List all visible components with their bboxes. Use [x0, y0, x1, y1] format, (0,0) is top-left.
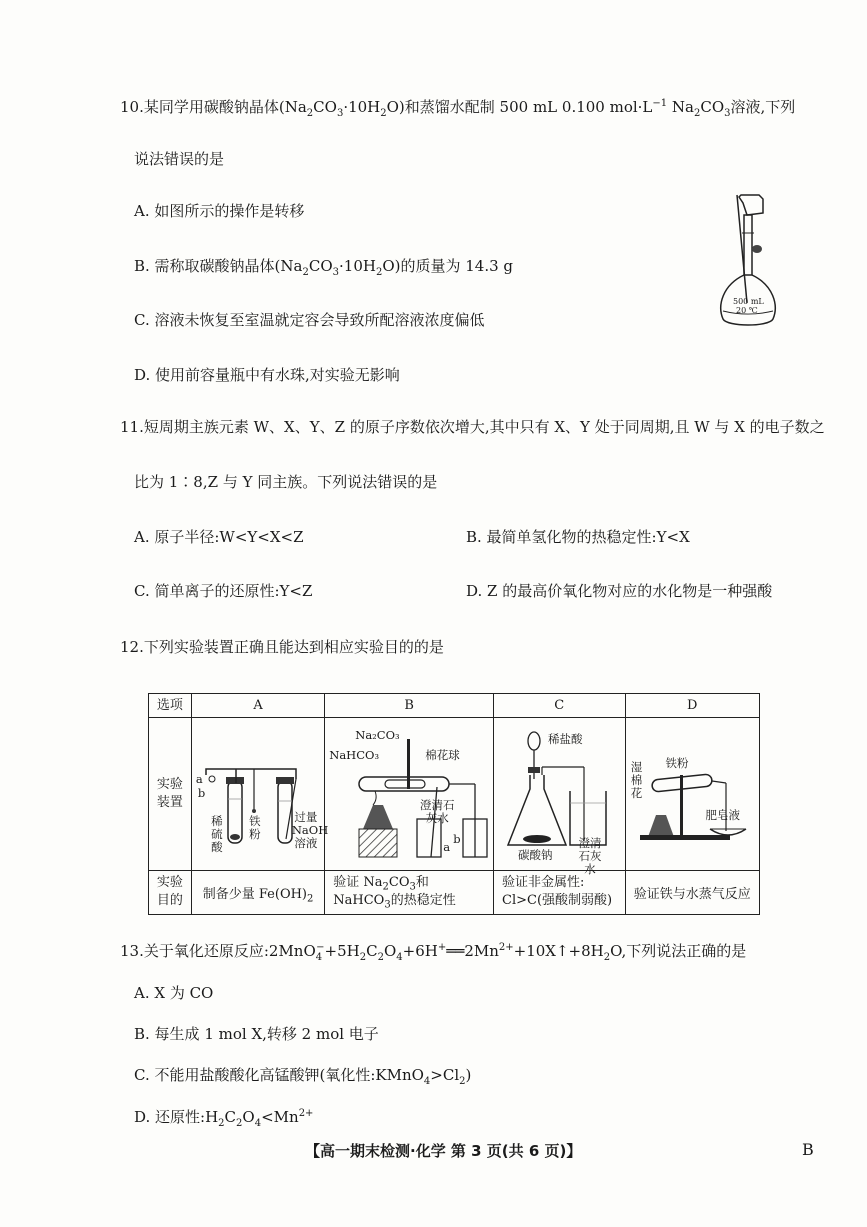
paper-version-mark: B: [802, 1140, 814, 1159]
flask-label-volume: 500 mL: [733, 297, 764, 306]
label-a-acid: 稀硫酸: [211, 813, 223, 854]
q13-option-b: B. 每生成 1 mol X,转移 2 mol 电子: [134, 1025, 379, 1043]
flask-label-temp: 20 ℃: [736, 306, 758, 315]
label-c-hcl: 稀盐酸: [548, 731, 583, 746]
q13-option-a: A. X 为 CO: [134, 984, 214, 1002]
label-c-lime: 澄清石灰水: [578, 835, 602, 876]
label-b-na2co3: Na₂CO₃: [355, 727, 400, 742]
row-label-apparatus: 实验装置: [149, 718, 192, 871]
label-b-nahco3: NaHCO₃: [329, 747, 380, 762]
q10-option-c: C. 溶液未恢复至室温就定容会导致所配溶液浓度偏低: [134, 311, 485, 329]
q13-option-d: D. 还原性$:H_2C_2O_4<Mn^{2+}$: [134, 1108, 314, 1129]
q11-option-c: C. 简单离子的还原性:Y<Z: [134, 582, 313, 600]
label-a-valve-a: a: [195, 771, 203, 786]
purpose-a: 制备少量 $Fe(OH)_2$: [191, 870, 324, 914]
q11-stem-line1: 11.短周期主族元素 W、X、Y、Z 的原子序数依次增大,其中只有 X、Y 处于同周期,且 W 与 X 的电子数之: [120, 418, 825, 436]
volumetric-flask-figure: [713, 193, 793, 333]
apparatus-b: [325, 718, 494, 871]
label-a-naoh: 过量NaOH溶液: [291, 809, 329, 850]
label-c-na2co3: 碳酸钠: [518, 847, 553, 862]
apparatus-d: [625, 718, 759, 871]
q10-option-b: B. 需称取碳酸钠晶体$(Na_2CO_3\cdot 10H_2O)$的质量为 14.3 g: [134, 257, 514, 278]
page-footer: 【高一期末检测·化学 第 3 页(共 6 页)】: [305, 1142, 582, 1160]
label-b-b: b: [453, 831, 461, 846]
q11-stem-line2: 比为 1∶8,Z 与 Y 同主族。下列说法错误的是: [134, 473, 438, 491]
purpose-c: 验证非金属性: Cl>C(强酸制弱酸): [494, 870, 626, 914]
label-b-cotton: 棉花球: [425, 747, 460, 762]
purpose-b: 验证 $Na_2CO_3$和 NaHCO$_3$的热稳定性: [325, 870, 494, 914]
label-b-lime: 澄清石灰水: [420, 797, 455, 825]
label-d-wet-cotton: 湿棉花: [630, 759, 643, 800]
label-d-soap: 肥皂液: [705, 807, 741, 822]
experiment-table: [148, 693, 760, 915]
q11-option-b: B. 最简单氢化物的热稳定性:Y<X: [466, 528, 690, 546]
label-a-valve-b: b: [197, 785, 206, 800]
row-label-purpose: 实验目的: [149, 870, 192, 914]
table-header-c: C: [494, 694, 626, 718]
apparatus-c: [494, 718, 626, 876]
label-d-iron: 铁粉: [665, 755, 689, 770]
table-header-option: 选项: [149, 694, 192, 718]
table-header-a: A: [191, 694, 324, 718]
q13-stem: 13.关于氧化还原反应$:2MnO_4^-+5H_2C_2O_4+6H^+══2Mn^{2+}+10X↑+8H_2O$,下列说法正确的是: [120, 942, 747, 963]
q10-stem-line1: 10.某同学用碳酸钠晶体$(Na_2CO_3\cdot 10H_2O)$和蒸馏水配制 500 mL 0.100 $mol\cdot L^{-1}$ $Na_2CO_3$溶液,下列: [120, 98, 796, 119]
label-b-a: a: [443, 839, 451, 854]
q13-option-c: C. 不能用盐酸酸化高锰酸钾(氧化性$:KMnO_4>Cl_2$): [134, 1066, 472, 1087]
q10-option-d: D. 使用前容量瓶中有水珠,对实验无影响: [134, 366, 400, 384]
q11-option-a: A. 原子半径:W<Y<X<Z: [134, 528, 304, 546]
q10-stem-line2: 说法错误的是: [134, 150, 225, 168]
q12-stem: 12.下列实验装置正确且能达到相应实验目的的是: [120, 638, 444, 656]
q11-option-d: D. Z 的最高价氧化物对应的水化物是一种强酸: [466, 582, 773, 600]
label-a-iron: 铁粉: [249, 813, 261, 841]
table-header-d: D: [625, 694, 759, 718]
table-header-b: B: [325, 694, 494, 718]
q10-option-a: A. 如图所示的操作是转移: [134, 202, 305, 220]
apparatus-a: [191, 718, 329, 871]
purpose-d: 验证铁与水蒸气反应: [625, 870, 759, 914]
